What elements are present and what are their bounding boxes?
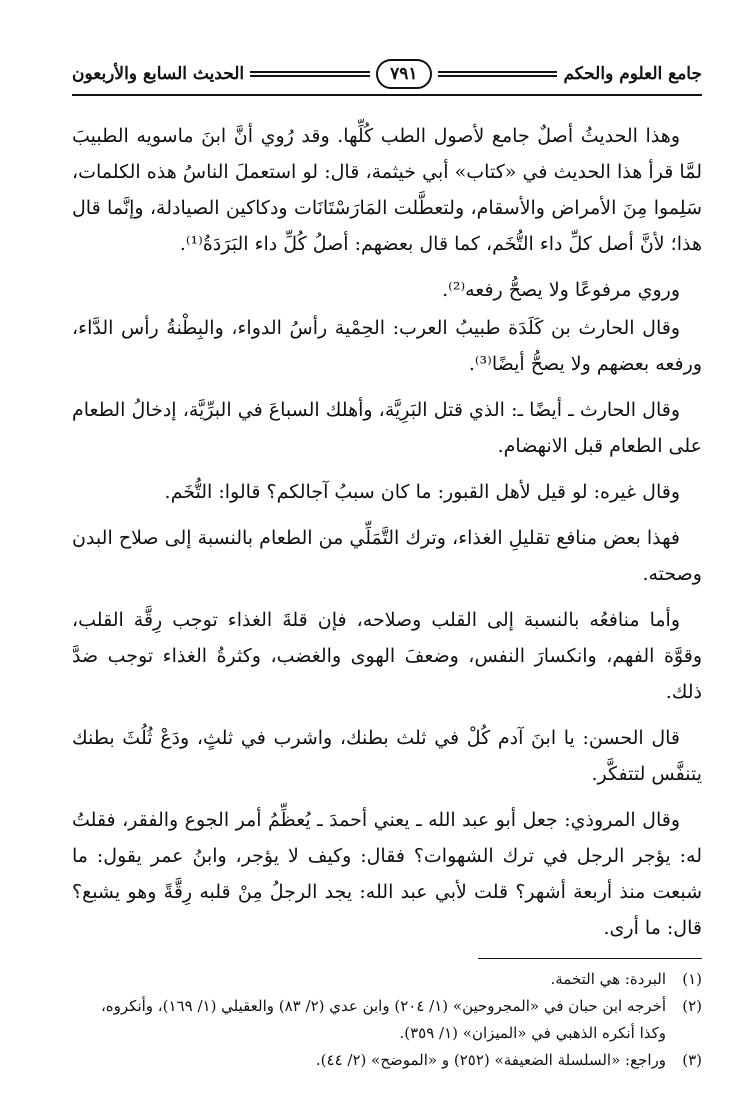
- paragraph: وقال المروذي: جعل أبو عبد الله ـ يعني أحمدَ ـ يُعظِّمُ أمر الجوع والفقر، فقلتُ له: يؤجر الرجل في ترك الشهوات؟ فقال: وكيف لا يؤجر، وابنُ عمر يقول: ما شبعت منذ أربعة أشهر؟ قلت لأبي عبد الله: يجد الرجلُ مِنْ قلبه رِقَّةً وهو يشبع؟ قال: ما أرى.: [72, 809, 702, 939]
- paragraph: وقال الحارث بن كَلَدَة طبيبُ العرب: الحِمْية رأسُ الدواء، والبِطْنةُ رأس الدَّاء، ورفعه بعضهم ولا يصحُّ أيضًا⁽³⁾.: [72, 317, 702, 375]
- footnote-number: (١): [682, 970, 702, 988]
- footnote-text: وراجع: «السلسلة الضعيفة» (٢٥٢) و «الموضح» (٢/ ٤٤).: [315, 1051, 666, 1069]
- paragraph: وأما منافعُه بالنسبة إلى القلب وصلاحه، فإن قلةَ الغذاء توجب رِقَّة القلب، وقوَّة الفهم، وانكسارَ النفس، وضعفَ الهوى والغضب، وكثرةُ الغذاء توجب ضدَّ ذلك.: [72, 609, 702, 703]
- footnote-item: [72, 993, 702, 1047]
- header-double-line-left: [250, 71, 370, 77]
- footnote-text: البردة: هي التخمة.: [550, 970, 666, 988]
- footnote-text: أخرجه ابن حبان في «المجروحين» (١/ ٢٠٤) وابن عدي (٢/ ٨٣) والعقيلي (١/ ١٦٩)، وأنكروه، وكذا أنكره الذهبي في «الميزان» (١/ ٣٥٩).: [100, 997, 666, 1042]
- paragraph: قال الحسن: يا ابنَ آدم كُلْ في ثلث بطنك، واشرب في ثلثٍ، ودَعْ ثُلُثَ بطنك يتنفَّس لتتفكَّر.: [72, 727, 702, 785]
- main-text: [72, 118, 702, 956]
- running-header: [72, 56, 702, 92]
- footnote-item: [72, 1047, 702, 1074]
- paragraph: وهذا الحديثُ أصلٌ جامع لأصول الطب كُلِّها. وقد رُوي أنَّ ابنَ ماسويه الطبيبَ لمَّا قرأ هذا الحديث في «كتاب» أبي خيثمة، قال: لو استعملَ الناسُ هذه الكلمات، سَلِموا مِنَ الأمراض والأسقام، ولتعطَّلت المَارَسْتَانَات ودكاكين الصيادلة، وإنَّما قال هذا؛ لأنَّ أصل كلِّ داء التُّخَم، كما قال بعضهم: أصلُ كُلِّ داء البَرَدَةُ⁽¹⁾.: [72, 125, 702, 255]
- paragraph: وقال الحارث ـ أيضًا ـ: الذي قتل البَرِيَّة، وأهلك السباعَ في البرِّيَّة، إدخالُ الطعام على الطعام قبل الانهضام.: [72, 399, 702, 457]
- chapter-title: الحديث السابع والأربعون: [71, 64, 245, 84]
- header-rule: [72, 94, 702, 96]
- page-number: ٧٩١: [376, 59, 431, 89]
- paragraph: وروي مرفوعًا ولا يصحُّ رفعه⁽²⁾.: [442, 279, 680, 301]
- book-title: جامع العلوم والحكم: [563, 64, 702, 84]
- paragraph: فهذا بعض منافع تقليلِ الغذاء، وترك التَّمَلِّي من الطعام بالنسبة إلى صلاح البدن وصحته.: [72, 527, 702, 585]
- footnote-separator: [478, 958, 702, 959]
- footnote-item: [72, 966, 702, 993]
- header-double-line-right: [438, 71, 558, 77]
- footnotes: [72, 966, 702, 1074]
- footnote-number: (٣): [682, 1051, 702, 1069]
- paragraph: وقال غيره: لو قيل لأهل القبور: ما كان سببُ آجالكم؟ قالوا: التُّخَم.: [164, 481, 680, 503]
- footnote-number: (٢): [682, 997, 702, 1015]
